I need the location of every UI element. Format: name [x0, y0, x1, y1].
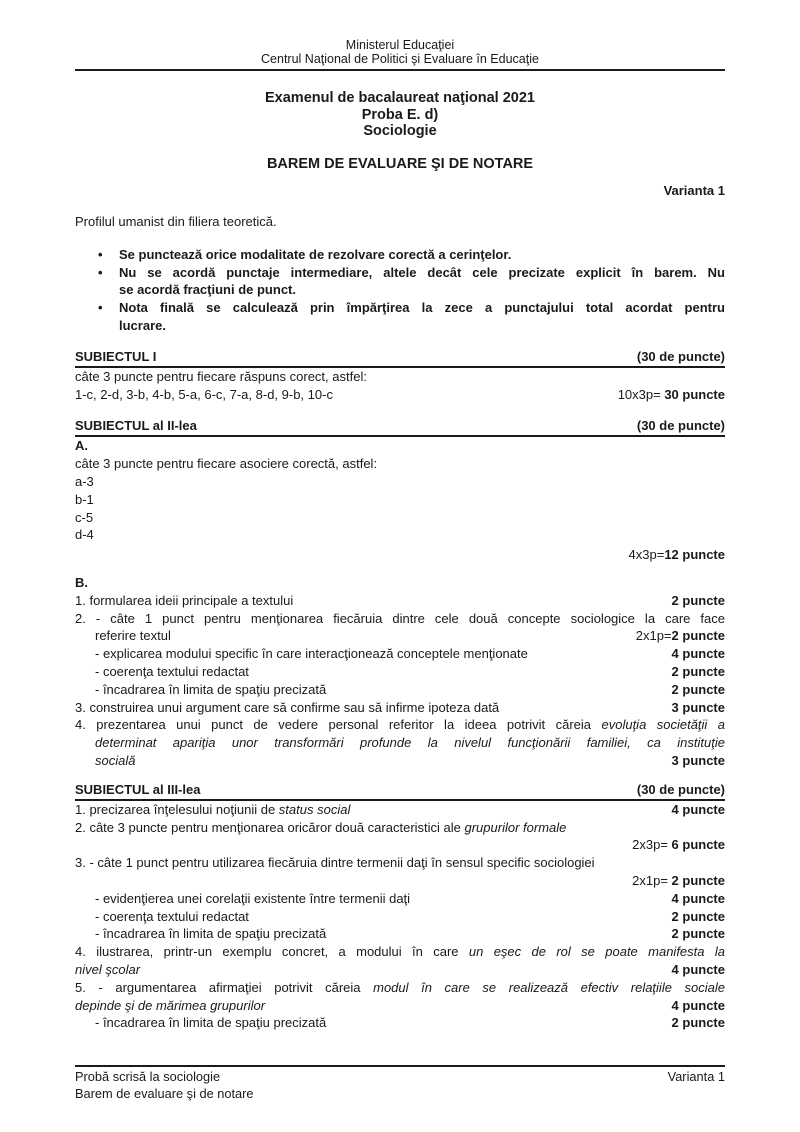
bullet-item [93, 246, 725, 264]
footer-variant: Varianta 1 [667, 1069, 725, 1084]
exam-header [75, 90, 725, 140]
item-points: 2 puncte [671, 908, 725, 924]
item-text: - încadrarea în limita de spaţiu precizată [95, 926, 327, 942]
item-text: referire textul [95, 628, 171, 644]
section-heading-text: SUBIECTUL I [75, 348, 157, 364]
italic-phrase: depinde şi de mărimea grupurilor [75, 997, 266, 1013]
section-heading-points: (30 de puncte) [636, 781, 725, 797]
s2-a-item: a-3 [75, 474, 94, 490]
section-2-heading [75, 417, 725, 437]
variant-label: Varianta 1 [663, 183, 725, 199]
item-text: - explicarea modului specific în care interacţionează conceptele menţionate [95, 646, 528, 662]
s2-b2-sub-row [75, 663, 725, 681]
item-points: 3 puncte [671, 753, 725, 769]
item-points: 2 puncte [671, 926, 725, 942]
s3-i3-line1: 3. - câte 1 punct pentru utilizarea fiecăruia dintre termenii daţi în sensul specific sociologiei [75, 855, 595, 871]
s2-a-points: 4x3p=12 puncte [628, 547, 725, 563]
bullet-marker-icon: • [98, 300, 103, 316]
s2-b2-sub-row [75, 645, 725, 663]
item-points: 4 puncte [671, 961, 725, 977]
italic-phrase: grupurilor formale [464, 819, 567, 835]
bullet-text: Nota finală se calculează prin împărţirea la zece a punctajului total acordat pentru [119, 300, 725, 316]
section-heading-text: SUBIECTUL al II-lea [75, 418, 197, 434]
item-text: - coerenţa textului redactat [95, 908, 249, 924]
s2-b3-row [75, 699, 725, 717]
section-heading-points: (30 de puncte) [636, 418, 725, 434]
s2-b2-sub-row [75, 681, 725, 699]
s1-intro: câte 3 puncte pentru fiecare răspuns corect, astfel: [75, 368, 367, 384]
item-points: 2 puncte [671, 1015, 725, 1031]
s2-b2-line2 [75, 627, 725, 645]
italic-phrase: evoluţia societăţii a [601, 717, 725, 733]
italic-phrase: modul în care se realizează efectiv relaţiile sociale [373, 979, 726, 995]
s1-answers: 1-c, 2-d, 3-b, 4-b, 5-a, 6-c, 7-a, 8-d, 9-b, 10-c [75, 386, 333, 402]
instruction-bullets [75, 246, 725, 335]
s2-a-item: c-5 [75, 509, 94, 525]
item-text: 3. construirea unui argument care să confirme sau să infirme ipoteza dată [75, 699, 500, 715]
bullet-text: Se punctează orice modalitate de rezolvare corectă a cerinţelor. [119, 246, 512, 262]
s2-a-intro: câte 3 puncte pentru fiecare asociere corectă, astfel: [75, 456, 378, 472]
item-points: 4 puncte [671, 646, 725, 662]
item-text: - încadrarea în limita de spaţiu precizată [95, 1015, 327, 1031]
bullet-text: se acordă fracţiuni de punct. [119, 282, 296, 298]
item-points: 2x3p= 6 puncte [632, 837, 725, 853]
center-line: Centrul Naţional de Politici şi Evaluare în Educaţie [261, 52, 539, 66]
s3-i2-points-row [75, 836, 725, 854]
footer-line1: Probă scrisă la sociologie [75, 1069, 221, 1084]
s2-a-item: d-4 [75, 527, 94, 543]
exam-title: Examenul de bacalaureat naţional 2021 [265, 90, 535, 106]
s3-i3-points-row [75, 872, 725, 890]
section-heading-text: SUBIECTUL al III-lea [75, 781, 201, 797]
s3-i5-line2 [75, 997, 725, 1015]
section-3-heading [75, 781, 725, 801]
bullet-item [93, 299, 725, 335]
s1-points: 10x3p= 30 puncte [617, 386, 725, 402]
section-heading-points: (30 de puncte) [636, 348, 725, 364]
s1-answers-row [75, 386, 725, 404]
italic-phrase: un eşec de rol se poate manifesta la [468, 944, 725, 960]
barem-title: BAREM DE EVALUARE ŞI DE NOTARE [266, 155, 534, 172]
s2-b-label: B. [75, 575, 88, 591]
header-org [75, 38, 725, 66]
bullet-text: lucrare. [119, 318, 166, 334]
s3-i2-line1: 2. câte 3 puncte pentru menţionarea oricăror două caracteristici ale grupurilor formale [75, 819, 567, 835]
s3-i3-sub-row [75, 925, 725, 943]
item-text: - coerenţa textului redactat [95, 664, 249, 680]
s3-i5-line1: 5. - argumentarea afirmaţiei potrivit căreia modul în care se realizează efectiv relaţiile sociale [75, 979, 726, 995]
bullet-text: Nu se acordă punctaje intermediare, altele decât cele precizate explicit în barem. Nu [119, 264, 725, 280]
item-points: 4 puncte [671, 890, 725, 906]
s2-b4-line2 [75, 734, 725, 752]
bullet-marker-icon: • [98, 246, 103, 262]
bullet-item [93, 264, 725, 300]
item-points: 2 puncte [671, 664, 725, 680]
header-divider [75, 69, 725, 71]
italic-phrase: determinat apariţia unor transformări profunde la nivelul funcţionării familiei, ca instituţie [95, 735, 725, 751]
s3-i3-sub-row [75, 908, 725, 926]
italic-phrase: nivel şcolar [75, 961, 141, 977]
section-1-heading [75, 348, 725, 368]
item-text: 1. precizarea înţelesului noţiunii de status social [75, 801, 351, 817]
item-text: 1. formularea ideii principale a textului [75, 592, 294, 608]
item-text: - încadrarea în limita de spaţiu precizată [95, 681, 327, 697]
item-points: 2x1p= 2 puncte [632, 873, 725, 888]
italic-phrase: socială [95, 753, 136, 769]
s2-a-label: A. [75, 438, 88, 454]
item-points: 3 puncte [671, 699, 725, 715]
item-points: 2x1p=2 puncte [635, 628, 725, 644]
s2-b1-row [75, 592, 725, 610]
s3-i5-sub-row [75, 1014, 725, 1032]
s2-b4-line3 [75, 752, 725, 770]
profile-line: Profilul umanist din filiera teoretică. [75, 214, 277, 230]
s2-a-points-row [75, 546, 725, 564]
page-footer [75, 1065, 725, 1102]
s2-b4-line1: 4. prezentarea unui punct de vedere personal referitor la ideea potrivit căreia evoluţia societăţii a [75, 717, 725, 733]
ministry-line: Ministerul Educaţiei [345, 38, 455, 52]
subject-line: Sociologie [363, 123, 437, 139]
italic-phrase: status social [278, 801, 351, 817]
item-points: 4 puncte [671, 801, 725, 817]
s3-i3-sub-row [75, 890, 725, 908]
item-points: 4 puncte [671, 997, 725, 1013]
s2-b2-line1: 2. - câte 1 punct pentru menţionarea fiecăruia dintre cele două concepte sociologice la care face [75, 610, 725, 626]
footer-line2: Barem de evaluare şi de notare [75, 1085, 254, 1101]
item-text: - evidenţierea unei corelaţii existente între termenii daţi [95, 890, 411, 906]
s3-i1-row [75, 801, 725, 819]
item-points: 2 puncte [671, 681, 725, 697]
item-points: 2 puncte [671, 592, 725, 608]
s3-i4-line1: 4. ilustrarea, printr-un exemplu concret, a modului în care un eşec de rol se poate manifesta la [75, 944, 725, 960]
s3-i4-line2 [75, 961, 725, 979]
bullet-marker-icon: • [98, 264, 103, 280]
s2-a-item: b-1 [75, 491, 94, 507]
proba-line: Proba E. d) [361, 106, 439, 123]
